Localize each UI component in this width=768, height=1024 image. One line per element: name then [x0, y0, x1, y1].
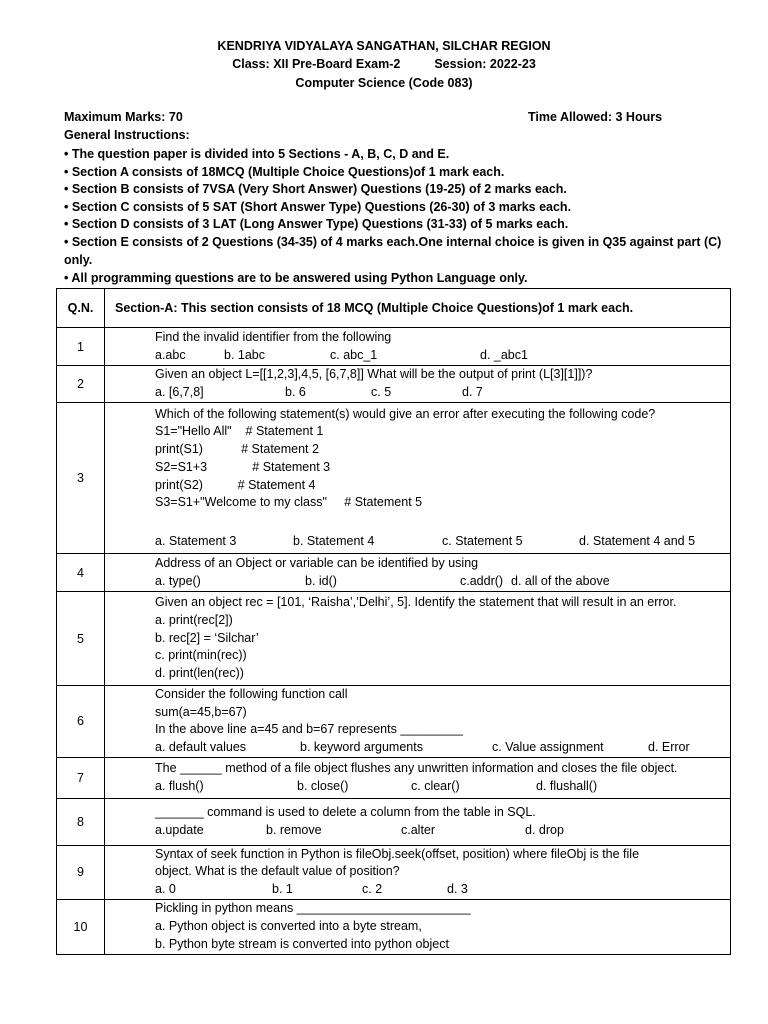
option-a: a. Statement 3 [155, 533, 237, 548]
question-text-line: Find the invalid identifier from the following [155, 329, 392, 344]
options-row [155, 778, 730, 796]
option-b: b. 6 [285, 385, 306, 399]
question-text-line: Given an object rec = [101, ‘Raisha’,’Delhi’, 5]. Identify the statement that will result in an error. [155, 595, 677, 610]
general-instructions-label: General Instructions: [64, 128, 190, 142]
session: Session: 2022-23 [434, 57, 536, 71]
instruction-item: • Section E consists of 2 Questions (34-35) of 4 marks each.One internal choice is given in Q35 against part (C) only. [64, 235, 722, 267]
question-number: 2 [57, 366, 105, 403]
option-a: a. [6,7,8] [155, 385, 204, 399]
option-c: c. 5 [371, 385, 392, 399]
option-b: b. 1 [272, 882, 293, 897]
question-row [57, 845, 731, 899]
question-row [57, 899, 731, 954]
question-text-line: b. Python byte stream is converted into python object [155, 936, 449, 951]
option-c: c.alter [401, 822, 436, 837]
option-b: b. Statement 4 [293, 533, 375, 548]
instruction-item: • Section D consists of 3 LAT (Long Answer Type) Questions (31-33) of 5 marks each. [64, 217, 569, 231]
option-a: a. type() [155, 573, 201, 588]
question-text-line: c. print(min(rec)) [155, 648, 247, 663]
question-content [105, 403, 731, 554]
question-row [57, 328, 731, 366]
question-content [105, 328, 731, 366]
options-row [155, 739, 730, 757]
question-text-line: print(S1) # Statement 2 [155, 442, 319, 457]
question-text-line: object. What is the default value of position? [155, 864, 400, 879]
question-text-line: _______ command is used to delete a column from the table in SQL. [155, 805, 536, 820]
question-row [57, 798, 731, 845]
subject-title: Computer Science (Code 083) [295, 76, 473, 90]
question-number: 4 [57, 554, 105, 592]
question-text-line: S2=S1+3 # Statement 3 [155, 459, 331, 474]
question-text-line: b. rec[2] = ‘Silchar’ [155, 630, 259, 645]
option-a: a.abc [155, 347, 186, 362]
options-row [155, 384, 730, 402]
question-content [105, 899, 731, 954]
question-content [105, 798, 731, 845]
option-b: b. id() [305, 573, 337, 588]
question-row [57, 686, 731, 758]
instruction-item: • All programming questions are to be answered using Python Language only. [64, 271, 528, 285]
question-row [57, 554, 731, 592]
question-text-line: a. Python object is converted into a byte stream, [155, 918, 422, 933]
question-text-line: Consider the following function call [155, 687, 348, 701]
question-number: 9 [57, 845, 105, 899]
question-text-line: d. print(len(rec)) [155, 666, 244, 681]
options-row [155, 347, 730, 365]
instruction-item: • Section B consists of 7VSA (Very Short Answer) Questions (19-25) of 2 marks each. [64, 182, 567, 196]
question-text-line: Which of the following statement(s) would give an error after executing the following code? [155, 406, 656, 421]
option-d: d. Error [648, 740, 690, 755]
options-row [155, 533, 730, 551]
question-row [57, 757, 731, 798]
question-text-line: The ______ method of a file object flushes any unwritten information and closes the file object. [155, 761, 678, 776]
time-allowed: Time Allowed: 3 Hours [528, 110, 663, 124]
question-row [57, 403, 731, 554]
question-text-line: Pickling in python means _________________________ [155, 901, 471, 916]
question-text-line: Syntax of seek function in Python is fileObj.seek(offset, position) where fileObj is the file [155, 846, 640, 861]
option-a: a. 0 [155, 882, 176, 897]
question-number: 8 [57, 798, 105, 845]
question-content [105, 757, 731, 798]
option-b: b. close() [297, 778, 349, 793]
options-row [155, 573, 730, 591]
questions-body [57, 328, 731, 955]
question-number: 6 [57, 686, 105, 758]
class-exam: Class: XII Pre-Board Exam-2 [232, 57, 401, 71]
question-number: 3 [57, 403, 105, 554]
question-row [57, 592, 731, 686]
option-d: d. Statement 4 and 5 [579, 533, 696, 548]
class-session-line [0, 57, 768, 71]
question-content [105, 592, 731, 686]
question-text-line: sum(a=45,b=67) [155, 704, 247, 719]
option-d: d. drop [525, 822, 564, 837]
instruction-item: • Section A consists of 18MCQ (Multiple Choice Questions)of 1 mark each. [64, 165, 505, 179]
option-c: c. 2 [362, 882, 383, 897]
instruction-item: • The question paper is divided into 5 Sections - A, B, C, D and E. [64, 147, 450, 161]
organization-title: KENDRIYA VIDYALAYA SANGATHAN, SILCHAR REGION [217, 39, 551, 53]
option-c: c.addr() [460, 573, 504, 588]
questions-table [56, 288, 731, 955]
question-row [57, 366, 731, 403]
question-text-line: Address of an Object or variable can be identified by using [155, 555, 479, 570]
question-content [105, 686, 731, 758]
option-d: d. all of the above [511, 573, 610, 588]
option-a: a.update [155, 822, 204, 837]
option-c: c. clear() [411, 778, 460, 793]
question-content [105, 554, 731, 592]
option-d: d. _abc1 [480, 347, 528, 362]
question-text-line: In the above line a=45 and b=67 represents _________ [155, 722, 463, 737]
question-number: 1 [57, 328, 105, 366]
option-c: c. abc_1 [330, 347, 378, 362]
question-content [105, 845, 731, 899]
option-b: b. remove [266, 822, 322, 837]
option-a: a. flush() [155, 778, 204, 793]
option-d: d. 7 [462, 385, 483, 399]
question-text-line: S1="Hello All" # Statement 1 [155, 424, 324, 439]
question-text-line: Given an object L=[[1,2,3],4,5, [6,7,8]] What will be the output of print (L[3][1]])? [155, 367, 593, 382]
section-a-heading: Section-A: This section consists of 18 MCQ (Multiple Choice Questions)of 1 mark each. [105, 289, 731, 328]
question-text-line: a. print(rec[2]) [155, 612, 233, 627]
options-row [155, 881, 730, 899]
option-c: c. Value assignment [492, 740, 604, 755]
options-row [155, 822, 730, 840]
table-header-row [57, 289, 731, 328]
question-number: 5 [57, 592, 105, 686]
question-number: 7 [57, 757, 105, 798]
option-b: b. 1abc [224, 347, 266, 362]
option-c: c. Statement 5 [442, 533, 523, 548]
option-d: d. 3 [447, 882, 468, 897]
maximum-marks: Maximum Marks: 70 [64, 110, 183, 124]
qn-column-header: Q.N. [57, 289, 105, 328]
question-text-line [155, 512, 730, 530]
instruction-item: • Section C consists of 5 SAT (Short Answer Type) Questions (26-30) of 3 marks each. [64, 200, 572, 214]
question-content [105, 366, 731, 403]
option-a: a. default values [155, 740, 247, 755]
question-number: 10 [57, 899, 105, 954]
option-d: d. flushall() [536, 778, 598, 793]
question-text-line: print(S2) # Statement 4 [155, 477, 316, 492]
question-text-line: S3=S1+"Welcome to my class" # Statement 5 [155, 495, 423, 510]
option-b: b. keyword arguments [300, 740, 423, 755]
